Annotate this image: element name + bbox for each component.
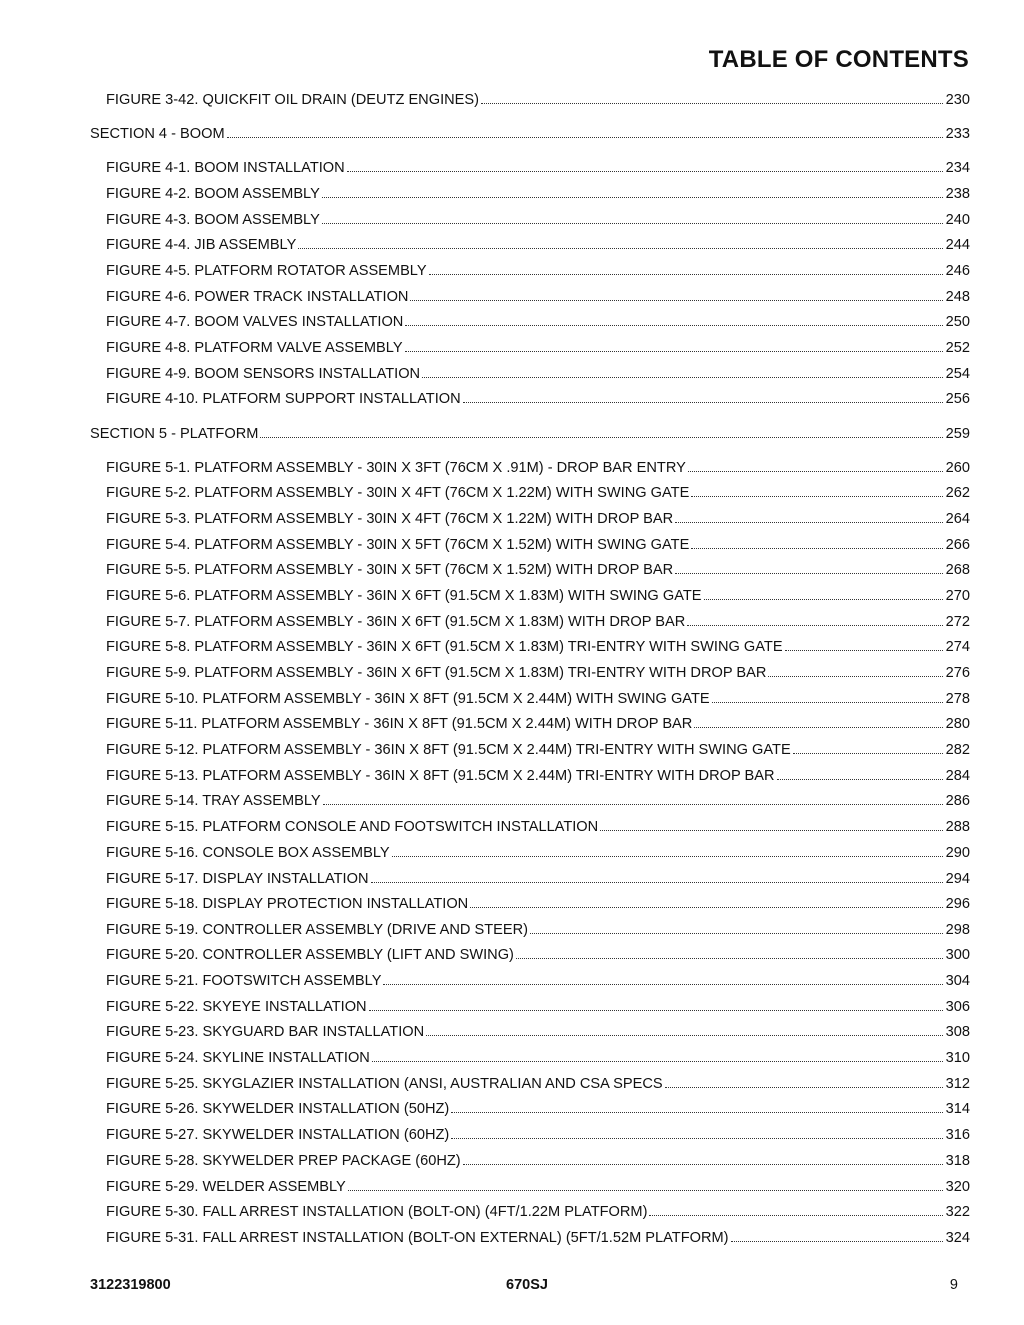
toc-figure-entry[interactable] (106, 1178, 970, 1196)
dot-leader (405, 324, 942, 326)
toc-figure-entry[interactable] (106, 211, 970, 229)
toc-figure-entry[interactable] (106, 339, 970, 357)
toc-entry-page: 259 (945, 426, 970, 442)
dot-leader (470, 906, 942, 908)
dot-leader (600, 829, 942, 831)
toc-figure-entry[interactable] (106, 946, 970, 964)
toc-figure-entry[interactable] (106, 792, 970, 810)
dot-leader (347, 170, 943, 172)
dot-leader (691, 495, 942, 497)
toc-entry-label: FIGURE 5-7. PLATFORM ASSEMBLY - 36IN X 6FT (91.5CM X 1.83M) WITH DROP BAR (106, 614, 686, 630)
toc-entry-page: 300 (945, 947, 970, 963)
toc-entry-page: 268 (945, 562, 970, 578)
toc-entry-label: FIGURE 5-17. DISPLAY INSTALLATION (106, 871, 369, 887)
toc-entry-page: 262 (945, 485, 970, 501)
dot-leader (785, 649, 943, 651)
toc-entry-page: 316 (945, 1127, 970, 1143)
toc-entry-label: FIGURE 4-7. BOOM VALVES INSTALLATION (106, 314, 404, 330)
toc-entry-label: FIGURE 5-4. PLATFORM ASSEMBLY - 30IN X 5FT (76CM X 1.52M) WITH SWING GATE (106, 537, 690, 553)
dot-leader (369, 1009, 943, 1011)
toc-entry-label: FIGURE 5-5. PLATFORM ASSEMBLY - 30IN X 5FT (76CM X 1.52M) WITH DROP BAR (106, 562, 674, 578)
toc-figure-entry[interactable] (106, 818, 970, 836)
toc-entry-label: FIGURE 5-23. SKYGUARD BAR INSTALLATION (106, 1024, 425, 1040)
toc-entry-page: 240 (945, 212, 970, 228)
dot-leader (675, 572, 943, 574)
toc-entry-label: FIGURE 5-3. PLATFORM ASSEMBLY - 30IN X 4FT (76CM X 1.22M) WITH DROP BAR (106, 511, 674, 527)
toc-entry-page: 298 (945, 922, 970, 938)
toc-entry-label: FIGURE 5-30. FALL ARREST INSTALLATION (BOLT-ON) (4FT/1.22M PLATFORM) (106, 1204, 648, 1220)
toc-entry-label: FIGURE 5-14. TRAY ASSEMBLY (106, 793, 321, 809)
toc-entry-label: FIGURE 4-10. PLATFORM SUPPORT INSTALLATION (106, 391, 461, 407)
toc-figure-entry[interactable] (106, 159, 970, 177)
toc-figure-entry[interactable] (106, 638, 970, 656)
dot-leader (530, 932, 943, 934)
toc-entry-label: FIGURE 4-9. BOOM SENSORS INSTALLATION (106, 366, 421, 382)
toc-figure-entry[interactable] (106, 236, 970, 254)
toc-entry-page: 286 (945, 793, 970, 809)
dot-leader (323, 803, 943, 805)
toc-entry-page: 312 (945, 1076, 970, 1092)
toc-entry-page: 318 (945, 1153, 970, 1169)
toc-figure-entry[interactable] (106, 998, 970, 1016)
toc-entry-page: 308 (945, 1024, 970, 1040)
toc-figure-entry[interactable] (106, 741, 970, 759)
toc-entry-label: FIGURE 5-25. SKYGLAZIER INSTALLATION (ANSI, AUSTRALIAN AND CSA SPECS (106, 1076, 663, 1092)
toc-entry-label: FIGURE 5-22. SKYEYE INSTALLATION (106, 999, 367, 1015)
toc-entry-label: SECTION 4 - BOOM (90, 126, 225, 142)
toc-figure-entry[interactable] (106, 1075, 970, 1093)
dot-leader (371, 881, 943, 883)
dot-leader (260, 436, 942, 438)
toc-entry-page: 314 (945, 1101, 970, 1117)
toc-entry-page: 238 (945, 186, 970, 202)
dot-leader (793, 752, 943, 754)
dot-leader (691, 547, 942, 549)
toc-entry-label: FIGURE 5-2. PLATFORM ASSEMBLY - 30IN X 4FT (76CM X 1.22M) WITH SWING GATE (106, 485, 690, 501)
toc-figure-entry[interactable] (106, 690, 970, 708)
toc-entry-label: FIGURE 5-11. PLATFORM ASSEMBLY - 36IN X 8FT (91.5CM X 2.44M) WITH DROP BAR (106, 716, 693, 732)
dot-leader (426, 1034, 942, 1036)
toc-entry-label: FIGURE 3-42. QUICKFIT OIL DRAIN (DEUTZ ENGINES) (106, 92, 479, 108)
toc-section-entry[interactable] (90, 125, 970, 143)
toc-entry-page: 270 (945, 588, 970, 604)
dot-leader (694, 726, 942, 728)
dot-leader (372, 1060, 943, 1062)
toc-entry-page: 248 (945, 289, 970, 305)
toc-entry-label: FIGURE 5-10. PLATFORM ASSEMBLY - 36IN X 8FT (91.5CM X 2.44M) WITH SWING GATE (106, 691, 710, 707)
toc-figure-entry[interactable] (106, 844, 970, 862)
toc-figure-entry[interactable] (106, 1023, 970, 1041)
dot-leader (777, 778, 943, 780)
toc-section-entry[interactable] (90, 425, 970, 443)
toc-entry-label: FIGURE 5-19. CONTROLLER ASSEMBLY (DRIVE AND STEER) (106, 922, 528, 938)
toc-entry-page: 246 (945, 263, 970, 279)
toc-entry-page: 310 (945, 1050, 970, 1066)
toc-entry-page: 324 (945, 1230, 970, 1246)
toc-entry-label: FIGURE 4-6. POWER TRACK INSTALLATION (106, 289, 409, 305)
dot-leader (731, 1240, 943, 1242)
toc-entry-page: 296 (945, 896, 970, 912)
dot-leader (481, 102, 943, 104)
toc-entry-page: 254 (945, 366, 970, 382)
toc-figure-entry[interactable] (106, 390, 970, 408)
toc-figure-entry[interactable] (106, 536, 970, 554)
toc-figure-entry[interactable] (106, 767, 970, 785)
toc-entry-label: FIGURE 4-1. BOOM INSTALLATION (106, 160, 345, 176)
dot-leader (392, 855, 943, 857)
dot-leader (687, 624, 942, 626)
dot-leader (704, 598, 943, 600)
toc-entry-label: FIGURE 5-1. PLATFORM ASSEMBLY - 30IN X 3FT (76CM X .91M) - DROP BAR ENTRY (106, 460, 686, 476)
footer-doc-number: 3122319800 (90, 1277, 171, 1293)
toc-entry-page: 234 (945, 160, 970, 176)
footer-page-number: 9 (949, 1277, 958, 1293)
toc-entry-label: FIGURE 4-4. JIB ASSEMBLY (106, 237, 297, 253)
toc-figure-entry[interactable] (106, 185, 970, 203)
toc-entry-page: 266 (945, 537, 970, 553)
toc-entry-label: FIGURE 4-3. BOOM ASSEMBLY (106, 212, 320, 228)
toc-entry-page: 274 (945, 639, 970, 655)
toc-entry-label: FIGURE 5-29. WELDER ASSEMBLY (106, 1179, 346, 1195)
toc-figure-entry[interactable] (106, 459, 970, 477)
toc-figure-entry[interactable] (106, 313, 970, 331)
toc-figure-entry[interactable] (106, 921, 970, 939)
toc-entry-label: FIGURE 5-16. CONSOLE BOX ASSEMBLY (106, 845, 390, 861)
toc-figure-entry[interactable] (106, 1152, 970, 1170)
toc-entry-label: FIGURE 4-2. BOOM ASSEMBLY (106, 186, 320, 202)
toc-entry-label: FIGURE 5-21. FOOTSWITCH ASSEMBLY (106, 973, 382, 989)
dot-leader (298, 247, 942, 249)
dot-leader (463, 1163, 943, 1165)
toc-figure-entry[interactable] (106, 1049, 970, 1067)
toc-entry-page: 272 (945, 614, 970, 630)
dot-leader (429, 273, 943, 275)
toc-figure-entry[interactable] (106, 587, 970, 605)
dot-leader (451, 1137, 942, 1139)
toc-entry-label: FIGURE 5-31. FALL ARREST INSTALLATION (BOLT-ON EXTERNAL) (5FT/1.52M PLATFORM) (106, 1230, 729, 1246)
toc-figure-entry[interactable] (106, 664, 970, 682)
toc-figure-entry[interactable] (106, 484, 970, 502)
dot-leader (405, 350, 943, 352)
dot-leader (649, 1214, 942, 1216)
dot-leader (712, 701, 943, 703)
toc-entry-label: FIGURE 5-24. SKYLINE INSTALLATION (106, 1050, 370, 1066)
toc-entry-page: 256 (945, 391, 970, 407)
toc-entry-page: 322 (945, 1204, 970, 1220)
dot-leader (688, 470, 943, 472)
toc-entry-label: SECTION 5 - PLATFORM (90, 426, 259, 442)
toc-figure-entry[interactable] (106, 561, 970, 579)
toc-entry-label: FIGURE 4-8. PLATFORM VALVE ASSEMBLY (106, 340, 403, 356)
dot-leader (675, 521, 943, 523)
toc-entry-page: 250 (945, 314, 970, 330)
toc-entry-label: FIGURE 5-18. DISPLAY PROTECTION INSTALLATION (106, 896, 469, 912)
dot-leader (463, 401, 943, 403)
toc-figure-entry[interactable] (106, 1100, 970, 1118)
toc-entry-page: 260 (945, 460, 970, 476)
toc-entry-page: 264 (945, 511, 970, 527)
toc-entry-label: FIGURE 5-6. PLATFORM ASSEMBLY - 36IN X 6FT (91.5CM X 1.83M) WITH SWING GATE (106, 588, 702, 604)
toc-figure-entry[interactable] (106, 1203, 970, 1221)
toc-entry-page: 320 (945, 1179, 970, 1195)
toc-entry-page: 252 (945, 340, 970, 356)
toc-entry-label: FIGURE 5-27. SKYWELDER INSTALLATION (60HZ) (106, 1127, 450, 1143)
toc-entry-page: 278 (945, 691, 970, 707)
toc-entry-label: FIGURE 5-9. PLATFORM ASSEMBLY - 36IN X 6FT (91.5CM X 1.83M) TRI-ENTRY WITH DROP BAR (106, 665, 767, 681)
toc-entry-page: 233 (945, 126, 970, 142)
toc-figure-entry[interactable] (106, 288, 970, 306)
dot-leader (410, 299, 942, 301)
dot-leader (322, 222, 943, 224)
toc-entry-label: FIGURE 5-12. PLATFORM ASSEMBLY - 36IN X 8FT (91.5CM X 2.44M) TRI-ENTRY WITH SWING GATE (106, 742, 791, 758)
toc-entry-label: FIGURE 5-28. SKYWELDER PREP PACKAGE (60HZ) (106, 1153, 461, 1169)
toc-figure-entry[interactable] (106, 972, 970, 990)
toc-entry-page: 282 (945, 742, 970, 758)
page-title: TABLE OF CONTENTS (708, 46, 969, 73)
toc-entry-page: 306 (945, 999, 970, 1015)
dot-leader (516, 957, 943, 959)
dot-leader (422, 376, 943, 378)
toc-figure-entry[interactable] (106, 1229, 970, 1247)
toc-entry-page: 290 (945, 845, 970, 861)
toc-entry-label: FIGURE 5-8. PLATFORM ASSEMBLY - 36IN X 6FT (91.5CM X 1.83M) TRI-ENTRY WITH SWING GATE (106, 639, 783, 655)
dot-leader (665, 1086, 943, 1088)
toc-figure-entry[interactable] (106, 365, 970, 383)
dot-leader (383, 983, 942, 985)
toc-entry-page: 244 (945, 237, 970, 253)
toc-figure-entry[interactable] (106, 613, 970, 631)
toc-entry-label: FIGURE 5-20. CONTROLLER ASSEMBLY (LIFT AND SWING) (106, 947, 514, 963)
dot-leader (227, 136, 943, 138)
toc-figure-entry[interactable] (106, 91, 970, 109)
toc-entry-page: 294 (945, 871, 970, 887)
toc-entry-page: 288 (945, 819, 970, 835)
toc-figure-entry[interactable] (106, 510, 970, 528)
toc-entry-page: 304 (945, 973, 970, 989)
toc-entry-page: 284 (945, 768, 970, 784)
toc-figure-entry[interactable] (106, 870, 970, 888)
toc-entry-page: 230 (945, 92, 970, 108)
toc-figure-entry[interactable] (106, 1126, 970, 1144)
toc-figure-entry[interactable] (106, 715, 970, 733)
toc-entry-page: 276 (945, 665, 970, 681)
toc-figure-entry[interactable] (106, 262, 970, 280)
toc-figure-entry[interactable] (106, 895, 970, 913)
dot-leader (451, 1111, 942, 1113)
dot-leader (348, 1189, 943, 1191)
toc-entry-page: 280 (945, 716, 970, 732)
toc-entry-label: FIGURE 4-5. PLATFORM ROTATOR ASSEMBLY (106, 263, 427, 279)
toc-entry-label: FIGURE 5-26. SKYWELDER INSTALLATION (50HZ) (106, 1101, 450, 1117)
dot-leader (322, 196, 943, 198)
dot-leader (768, 675, 942, 677)
toc-entry-label: FIGURE 5-15. PLATFORM CONSOLE AND FOOTSWITCH INSTALLATION (106, 819, 599, 835)
toc-entry-label: FIGURE 5-13. PLATFORM ASSEMBLY - 36IN X 8FT (91.5CM X 2.44M) TRI-ENTRY WITH DROP BAR (106, 768, 775, 784)
footer-model: 670SJ (506, 1277, 548, 1293)
